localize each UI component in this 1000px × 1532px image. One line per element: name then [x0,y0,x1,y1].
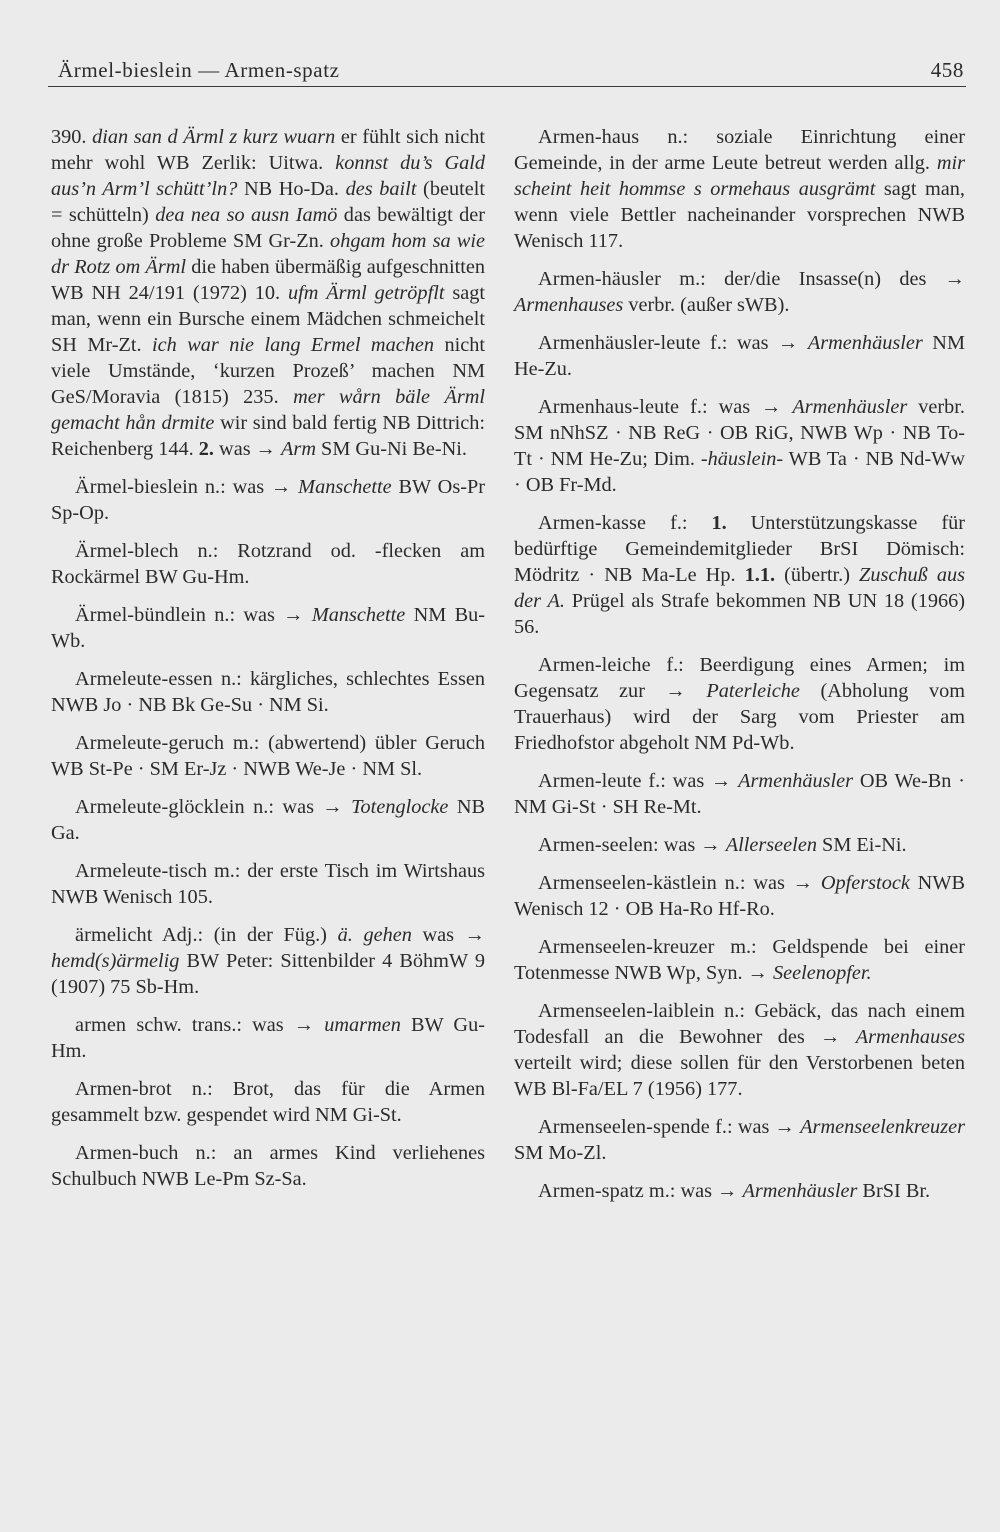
dictionary-entry [51,794,485,846]
entry-text: was → [213,438,282,460]
entry-lemma: Ärmel-bieslein [75,476,199,498]
entry-text: NM He-Zu. [514,332,965,380]
entry-lemma: Armenseelen-spende [538,1116,710,1138]
entry-text: m.: was → [643,1180,743,1202]
entry-text: SM Ei-Ni. [816,834,907,856]
entry-text: die haben übermäßig aufgeschnitten WB NH 24/191 (1972) 10. [51,256,485,304]
entry-lemma: Armenhäusler-leute [538,332,701,354]
entry-text: Prügel als Strafe bekommen NB UN 18 (1966) 56. [514,590,966,638]
entry-text: n.: was → [198,476,299,498]
italic-text: Manschette [298,476,392,498]
entry-text: f.: was → [709,1116,801,1138]
dictionary-entry [51,1076,485,1128]
entry-lemma: Armenseelen-kästlein [538,872,717,894]
entry-text: BW Gu-Hm. [51,1014,485,1062]
dictionary-entry [514,832,965,858]
italic-text: Armenhäusler [792,396,908,418]
entry-text: was → [658,834,726,856]
entry-text: was → [411,924,486,946]
entry-lemma: Armen-spatz [538,1180,644,1202]
dictionary-entry [514,1178,965,1204]
italic-text: Seelenopfer. [773,962,872,984]
entry-text: (Abholung vom Trauerhaus) wird der Sarg vom Priester am Friedhofstor abgeholt NM Pd-Wb. [514,680,965,754]
entry-text: f.: was → [641,770,739,792]
entry-text: das bewältigt der ohne große Probleme SM Gr-Zn. [51,204,485,252]
italic-text: konnst du’s Gald aus’n Arm’l schütt’ln? [51,152,486,200]
entry-text: NM Bu-Wb. [51,604,485,652]
entry-lemma: Armenhaus-leute [538,396,680,418]
dictionary-entry [514,768,965,820]
entry-text: n.: was → [244,796,352,818]
italic-text: Armenhäusler [742,1180,858,1202]
entry-text: (beutelt = schütteln) [51,178,486,226]
entry-text: 390. [51,126,93,148]
entry-text: Unterstützungskasse für bedürftige Gemeindemitglieder BrSI Dömisch: Mödritz · NB Ma-Le Hp. [514,512,965,586]
entry-lemma: Armen-häusler [538,268,661,290]
entry-text: NB Ga. [51,796,485,844]
italic-text: Armenhäusler [807,332,923,354]
italic-text: -häuslein- [700,448,784,470]
bold-number: 2. [198,438,214,460]
entry-text: n.: Rotzrand od. -flecken am Rockärmel BW Gu-Hm. [51,540,485,588]
dictionary-entry [514,394,965,498]
entry-lemma: Armen-seelen: [538,834,659,856]
entry-text: er fühlt sich nicht mehr wohl WB Zerlik: Uitwa. [51,126,485,174]
dictionary-entry [514,510,965,640]
entry-text: verteilt wird; diese sollen für den Verstorbenen beten WB Bl-Fa/EL 7 (1956) 177. [514,1052,965,1100]
left-column [51,124,485,1204]
dictionary-entry [51,666,485,718]
entry-text: schw. trans.: was → [126,1014,325,1036]
entry-lemma: Armeleute-glöcklein [75,796,245,818]
italic-text: mir scheint heit hommse s ormehaus ausgrämt [514,152,965,200]
entry-lemma: Armen-leiche [538,654,651,676]
italic-text: Zuschuß aus der A. [514,564,966,612]
italic-text: ä. gehen [337,924,412,946]
bold-number: 1. [711,512,727,534]
entry-text: sagt man, wenn ein Bursche einem Mädchen schmeichelt SH Mr-Zt. [51,282,485,356]
italic-text: des bailt [345,178,417,200]
entry-text: n.: was → [205,604,312,626]
italic-text: dian san d Ärml z kurz wuarn [92,126,336,148]
entry-text: nicht viele Umstände, ‘kurzen Prozeß’ machen NM GeS/Moravia (1815) 235. [51,334,486,408]
entry-text: m.: der erste Tisch im Wirtshaus NWB Wenisch 105. [51,860,485,908]
italic-text: mer wårn bäle Ärml gemacht hån drmite [51,386,486,434]
italic-text: Armenhauses [514,294,624,316]
dictionary-entry [51,1140,485,1192]
entry-text: NWB Wenisch 12 · OB Ha-Ro Hf-Ro. [514,872,965,920]
entry-lemma: Armenseelen-laiblein [538,1000,715,1022]
dictionary-entry [51,922,485,1000]
dictionary-entry [514,266,965,318]
dictionary-entry [51,538,485,590]
page-number: 458 [930,58,964,82]
entry-text: OB We-Bn · NM Gi-St · SH Re-Mt. [514,770,966,818]
entry-text: f.: Beerdigung eines Armen; im Gegensatz zur → [514,654,965,702]
italic-text: Opferstock [820,872,910,894]
italic-text: umarmen [324,1014,401,1036]
italic-text: ich war nie lang Ermel machen [152,334,435,356]
entry-text: n.: kärgliches, schlechtes Essen NWB Jo · NB Bk Ge-Su · NM Si. [51,668,485,716]
entry-text: n.: was → [716,872,821,894]
dictionary-entry [514,124,965,254]
entry-lemma: Armeleute-geruch [75,732,225,754]
entry-text: m.: Geldspende bei einer Totenmesse NWB Wp, Syn. → [514,936,965,984]
dictionary-entry [51,602,485,654]
dictionary-entry [514,934,965,986]
entry-lemma: armen [75,1014,127,1036]
dictionary-entry [514,330,965,382]
entry-text: NB Ho-Da. [237,178,346,200]
entry-lemma: Armeleute-essen [75,668,213,690]
italic-text: ufm Ärml getröpflt [287,282,445,304]
entry-lemma: Ärmel-bündlein [75,604,206,626]
entry-text: verbr. (außer sWB). [623,294,790,316]
bold-number: 1.1. [744,564,776,586]
italic-text: Arm [281,438,316,460]
dictionary-entry [514,998,965,1102]
entry-lemma: Armen-brot [75,1078,172,1100]
entry-lemma: Armen-kasse [538,512,647,534]
entry-text: (übertr.) [775,564,860,586]
entry-text: f.: [646,512,712,534]
entry-lemma: Armen-buch [75,1142,179,1164]
entry-lemma: Armenseelen-kreuzer [538,936,715,958]
dictionary-entry [51,1012,485,1064]
entry-text: SM Gu-Ni Be-Ni. [315,438,467,460]
dictionary-entry [51,730,485,782]
entry-lemma: Ärmel-blech [75,540,179,562]
entry-lemma: Armen-haus [538,126,640,148]
entry-text: n.: Gebäck, das nach einem Todesfall an die Bewohner des → [514,1000,965,1048]
entry-text: WB Ta · NB Nd-Ww · OB Fr-Md. [514,448,965,496]
italic-text: Armenhauses [855,1026,965,1048]
entry-text: n.: Brot, das für die Armen gesammelt bzw. gespendet wird NM Gi-St. [51,1078,485,1126]
page-header [48,52,966,87]
entry-text: m.: der/die Insasse(n) des → [660,268,965,290]
dictionary-entry [51,858,485,910]
entry-lemma: ärmelicht [75,924,153,946]
entry-text: BW Os-Pr Sp-Op. [51,476,485,524]
italic-text: Armenhäusler [738,770,854,792]
entry-text: Adj.: (in der Füg.) [152,924,338,946]
italic-text: Totenglocke [351,796,449,818]
entry-text: verbr. SM nNhSZ · NB ReG · OB RiG, NWB Wp · NB To-Tt · NM He-Zu; Dim. [514,396,965,470]
running-head-title: Ärmel-bieslein — Armen-spatz [58,58,340,82]
italic-text: dea nea so ausn Iamö [155,204,338,226]
italic-text: Armenseelenkreuzer [800,1116,965,1138]
entry-text: f.: was → [700,332,808,354]
entry-lemma: Armen-leute [538,770,642,792]
dictionary-entry [514,870,965,922]
entry-continuation [51,124,485,462]
italic-text: Allerseelen [725,834,817,856]
entry-text: BW Peter: Sittenbilder 4 BöhmW 9 (1907) 75 Sb-Hm. [51,950,485,998]
italic-text: ohgam hom sa wie dr Rotz om Ärml [51,230,486,278]
dictionary-entry [51,474,485,526]
entry-text: wir sind bald fertig NB Dittrich: Reichenberg 144. [51,412,485,460]
italic-text: hemd(s)ärmelig [51,950,180,972]
entry-text: SM Mo-Zl. [514,1142,607,1164]
italic-text: Manschette [311,604,406,626]
entry-text: f.: was → [679,396,793,418]
dictionary-entry [514,1114,965,1166]
entry-text: n.: an armes Kind verliehenes Schulbuch NWB Le-Pm Sz-Sa. [51,1142,485,1190]
entry-lemma: Armeleute-tisch [75,860,208,882]
entry-text: m.: (abwertend) übler Geruch WB St-Pe · SM Er-Jz · NWB We-Je · NM Sl. [51,732,485,780]
entry-text: BrSI Br. [857,1180,931,1202]
italic-text: Paterleiche [706,680,800,702]
entry-text: n.: soziale Einrichtung einer Gemeinde, in der arme Leute betreut werden allg. [514,126,965,174]
dictionary-entry [514,652,965,756]
entry-text: sagt man, wenn viele Bettler nacheinander vorsprechen NWB Wenisch 117. [514,178,965,252]
right-column [514,124,965,1216]
